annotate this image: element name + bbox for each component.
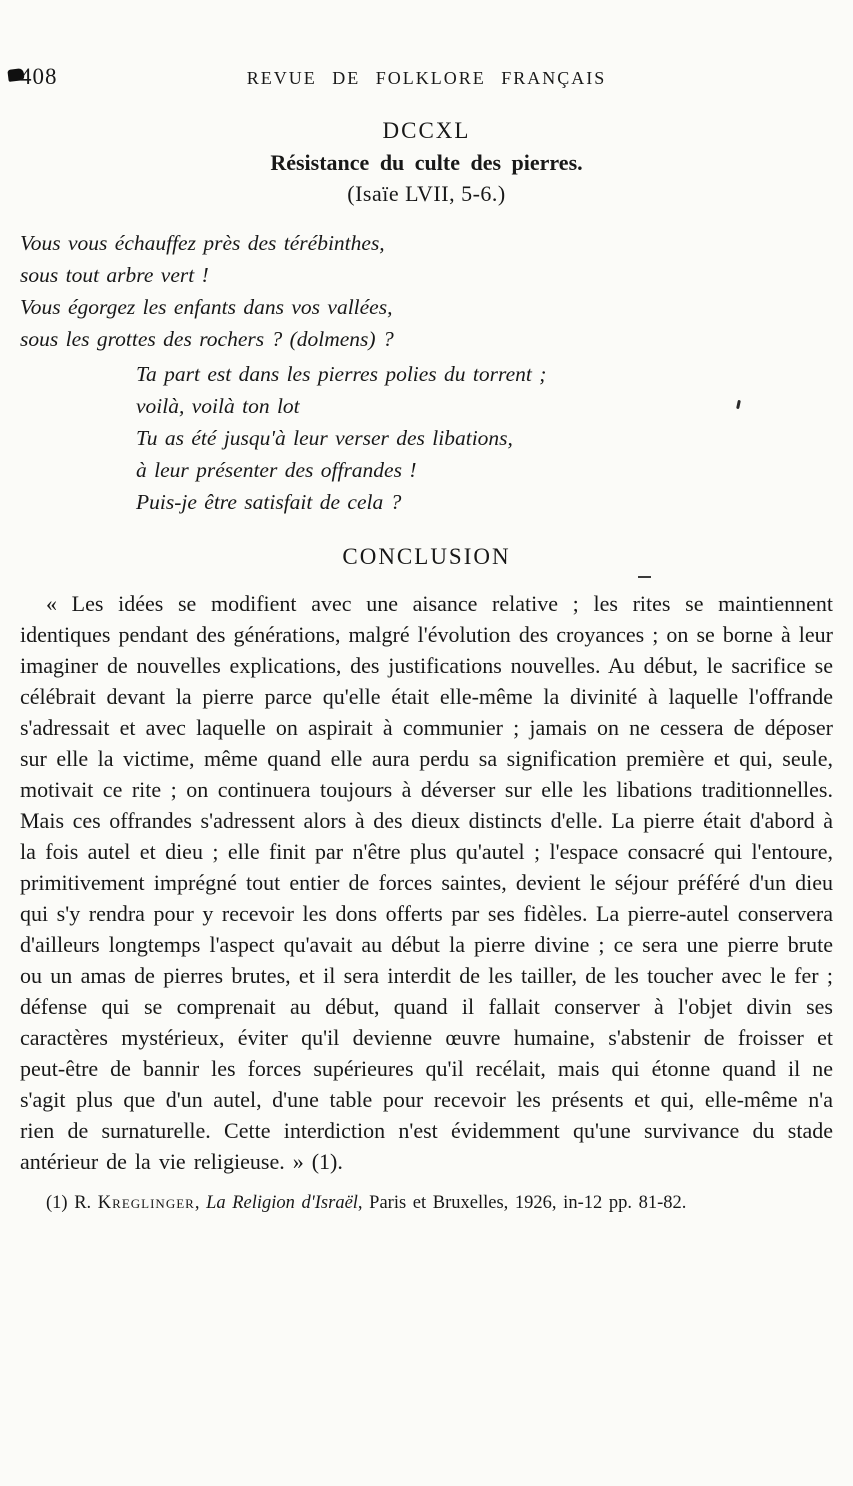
verse-line: sous tout arbre vert !	[20, 263, 209, 287]
verse-line: Tu as été jusqu'à leur verser des libations,	[136, 426, 513, 450]
book-page	[0, 64, 853, 1486]
conclusion-heading: CONCLUSION	[342, 544, 511, 569]
verse-line: Vous égorgez les enfants dans vos vallées,	[20, 295, 393, 319]
footnote	[20, 1191, 833, 1215]
footnote-marker: (1) R.	[46, 1193, 98, 1213]
footnote-author: Kreglinger	[97, 1193, 195, 1213]
footnote-work-title: La Religion d'Israël	[206, 1193, 358, 1213]
conclusion-paragraph: « Les idées se modifient avec une aisance relative ; les rites se maintiennent identiques pendant des générations, malgré l'évolution des croyances ; on se borne à leur imaginer de nouvelles explications, des justifications nouvelles. Au début, le sacrifice se célébrait devant la pierre parce qu'elle était elle-même la divinité à laquelle l'offrande s'adressait et avec laquelle on aspirait à communier ; jamais on ne cessera de déposer sur elle la victime, même quand elle aura perdu sa signification première et qui, seule, motivait ce rite ; on continuera toujours à déverser sur elle les libations traditionnelles. Mais ces offrandes s'adressent alors à des dieux distincts d'elle. La pierre était d'abord à la fois autel et dieu ; elle finit par n'être plus qu'autel ; l'espace consacré qui l'entoure, primitivement imprégné tout entier de forces saintes, devient le séjour préféré d'un dieu qui s'y rendra pour y recevoir les dons offerts par ses fidèles. La pierre-autel conservera d'ailleurs longtemps l'aspect qu'avait au début la pierre divine ; ce sera une pierre brute ou un amas de pierres brutes, et il sera interdit de les tailler, de les toucher avec le fer ; défense qui se comprenait au début, quand il fallait conserver à l'objet divin ses caractères mystérieux, éviter qu'il devienne œuvre humaine, s'abstenir de froisser et peut-être de bannir les forces supérieures qu'il recélait, mais qui étonne quand il ne s'agit plus que d'un autel, d'une table pour recevoir les présents et qui, elle-même n'a rien de surnaturelle. Cette interdiction n'est évidemment qu'une survivance du stade antérieur de la vie religieuse. » (1).	[20, 591, 833, 1174]
footnote-publication: , Paris et Bruxelles, 1926, in-12 pp. 81-82.	[357, 1193, 687, 1213]
verse-block-2	[136, 358, 833, 518]
verse-block-1	[20, 227, 833, 355]
scan-artifact-dash	[638, 576, 651, 578]
page-header	[20, 64, 833, 92]
page-number: 408	[20, 64, 58, 89]
verse-line: Vous vous échauffez près des térébinthes,	[20, 231, 385, 255]
verse-line: Ta part est dans les pierres polies du torrent ;	[136, 362, 547, 386]
running-title: REVUE DE FOLKLORE FRANÇAIS	[246, 68, 607, 88]
article-heading	[20, 118, 833, 207]
article-title: Résistance du culte des pierres.	[270, 150, 583, 175]
verse-line: à leur présenter des offrandes !	[136, 458, 417, 482]
verse-line: Puis-je être satisfait de cela ?	[136, 490, 402, 514]
footnote-separator: ,	[194, 1193, 207, 1213]
article-number: DCCXL	[382, 118, 471, 143]
scripture-reference: (Isaïe LVII, 5-6.)	[347, 181, 506, 206]
verse-line: sous les grottes des rochers ? (dolmens) ?	[20, 327, 394, 351]
verse-line: voilà, voilà ton lot	[136, 394, 300, 418]
